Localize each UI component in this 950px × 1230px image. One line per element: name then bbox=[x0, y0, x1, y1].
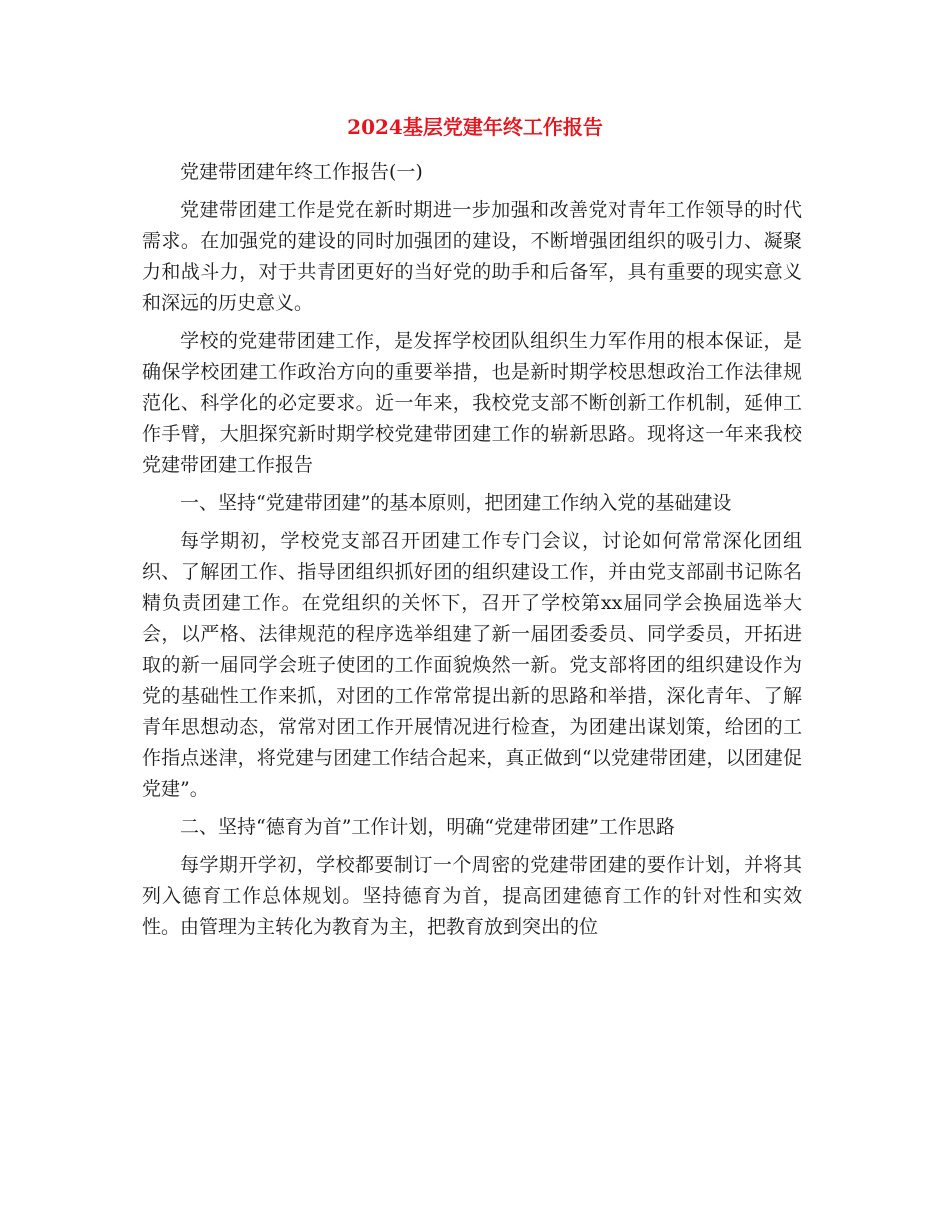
paragraph: 每学期初，学校党支部召开团建工作专门会议，讨论如何常常深化团组织、了解团工作、指导团组织抓好团的组织建设工作，并由党支部副书记陈名精负责团建工作。在党组织的关怀下，召开了学校第xx届同学会换届选举大会，以严格、法律规范的程序选举组建了新一届团委委员、同学委员，开拓进取的新一届同学会班子使团的工作面貌焕然一新。党支部将团的组织建设作为党的基础性工作来抓，对团的工作常常提出新的思路和举措，深化青年、了解青年思想动态，常常对团工作开展情况进行检查，为团建出谋划策，给团的工作指点迷津，将党建与团建工作结合起来，真正做到“以党建带团建，以团建促党建”。 bbox=[142, 530, 802, 800]
document-body bbox=[142, 157, 802, 950]
paragraph: 党建带团建工作是党在新时期进一步加强和改善党对青年工作领导的时代需求。在加强党的建设的同时加强团的建设，不断增强团组织的吸引力、凝聚力和战斗力，对于共青团更好的当好党的助手和后备军，具有重要的现实意义和深远的历史意义。 bbox=[142, 199, 802, 314]
paragraph-subtitle: 党建带团建年终工作报告(一) bbox=[180, 161, 423, 183]
document-title: 2024基层党建年终工作报告 bbox=[347, 115, 603, 139]
paragraph: 学校的党建带团建工作，是发挥学校团队组织生力军作用的根本保证，是确保学校团建工作政治方向的重要举措，也是新时期学校思想政治工作法律规范化、科学化的必定要求。近一年来，我校党支部不断创新工作机制，延伸工作手臂，大胆探究新时期学校党建带团建工作的崭新思路。现将这一年来我校党建带团建工作报告 bbox=[142, 330, 802, 476]
paragraph: 每学期开学初，学校都要制订一个周密的党建带团建的要作计划，并将其列入德育工作总体规划。坚持德育为首，提高团建德育工作的针对性和实效性。由管理为主转化为教育为主，把教育放到突出的位 bbox=[142, 854, 802, 938]
section-heading: 二、坚持“德育为首”工作计划，明确“党建带团建”工作思路 bbox=[180, 816, 675, 838]
section-heading: 一、坚持“党建带团建”的基本原则，把团建工作纳入党的基础建设 bbox=[180, 492, 732, 514]
